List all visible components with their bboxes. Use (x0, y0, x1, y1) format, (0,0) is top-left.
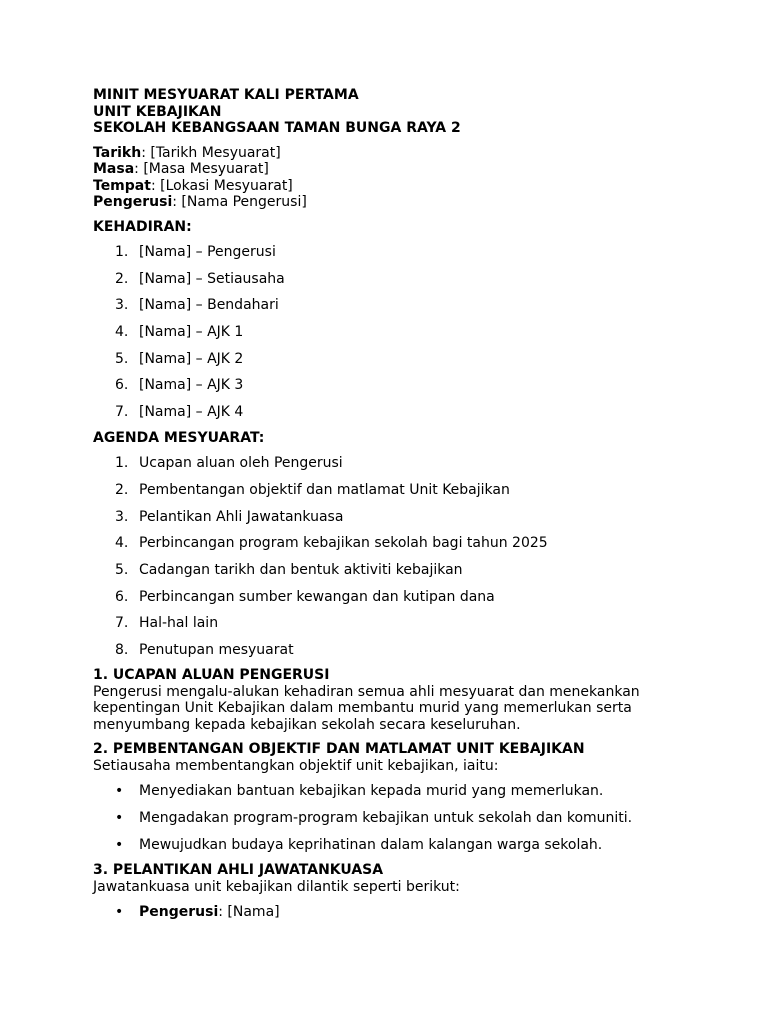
list-item (93, 535, 688, 552)
title-line-3: SEKOLAH KEBANGSAAN TAMAN BUNGA RAYA 2 (93, 120, 461, 136)
list-number: 2. (115, 481, 129, 498)
meta-tarikh (93, 145, 688, 162)
section-3 (93, 862, 688, 921)
section-1-heading: 1. UCAPAN ALUAN PENGERUSI (93, 667, 330, 684)
list-item-text: Mewujudkan budaya keprihatinan dalam kalangan warga sekolah. (139, 836, 603, 853)
attendance-section (93, 219, 688, 421)
meta-tarikh-label: Tarikh (93, 144, 142, 161)
section-3-bullet-list (93, 904, 688, 921)
list-item (93, 589, 688, 606)
section-2-bullet-list (93, 783, 688, 853)
bullet-marker: • (115, 783, 124, 800)
list-item-text: [Nama] – Setiausaha (139, 270, 285, 287)
meta-pengerusi (93, 194, 688, 211)
meeting-details (93, 145, 688, 211)
list-item (93, 297, 688, 314)
meta-masa-label: Masa (93, 161, 135, 177)
list-item-text: [Nama] – AJK 1 (139, 324, 244, 341)
list-number: 3. (115, 508, 129, 525)
list-item-text: [Nama] – Bendahari (139, 297, 279, 314)
list-item (93, 783, 688, 800)
list-item (93, 642, 688, 659)
list-item (93, 244, 688, 261)
section-1-line-2: kepentingan Unit Kebajikan dalam membantu murid yang memerlukan serta (93, 700, 632, 717)
title-line-2: UNIT KEBAJIKAN (93, 103, 222, 120)
list-item-text: [Nama] – AJK 3 (139, 377, 244, 394)
list-item-text: : [Nama] (218, 904, 280, 921)
section-2-intro: Setiausaha membentangkan objektif unit kebajikan, iaitu: (93, 757, 499, 774)
section-1-line-1: Pengerusi mengalu-alukan kehadiran semua ahli mesyuarat dan menekankan (93, 683, 640, 700)
list-item (93, 482, 688, 499)
list-item (93, 509, 688, 526)
list-item-text: Perbincangan program kebajikan sekolah bagi tahun 2025 (139, 535, 548, 552)
section-3-intro: Jawatankuasa unit kebajikan dilantik seperti berikut: (93, 878, 460, 895)
list-number: 8. (115, 641, 129, 658)
list-item-text: Ucapan aluan oleh Pengerusi (139, 455, 343, 472)
list-item-text: [Nama] – Pengerusi (139, 244, 276, 260)
bullet-marker: • (115, 836, 124, 853)
list-item-text: Menyediakan bantuan kebajikan kepada murid yang memerlukan. (139, 783, 604, 800)
bullet-marker: • (115, 810, 124, 827)
list-item-text: Penutupan mesyuarat (139, 641, 294, 658)
list-item-text: Pembentangan objektif dan matlamat Unit Kebajikan (139, 481, 510, 498)
agenda-list (93, 455, 688, 658)
section-2 (93, 741, 688, 853)
meta-tarikh-value: : [Tarikh Mesyuarat] (141, 144, 281, 161)
list-item-text: Pelantikan Ahli Jawatankuasa (139, 508, 344, 525)
list-number: 2. (115, 270, 129, 287)
list-item (93, 271, 688, 288)
list-number: 7. (115, 404, 129, 421)
list-item-text: [Nama] – AJK 4 (139, 404, 244, 421)
list-item-label: Pengerusi (139, 904, 219, 921)
list-item-text: Hal-hal lain (139, 615, 219, 632)
list-item (93, 324, 688, 341)
list-item (93, 837, 688, 854)
attendance-heading: KEHADIRAN: (93, 218, 192, 235)
meta-tempat (93, 178, 688, 195)
list-item (93, 810, 688, 827)
list-number: 1. (115, 455, 129, 472)
list-number: 6. (115, 588, 129, 605)
list-number: 7. (115, 615, 129, 632)
meta-tempat-label: Tempat (93, 177, 151, 194)
list-number: 5. (115, 561, 129, 578)
section-3-heading: 3. PELANTIKAN AHLI JAWATANKUASA (93, 862, 384, 879)
list-item (93, 615, 688, 632)
agenda-heading: AGENDA MESYUARAT: (93, 429, 265, 446)
list-item (93, 455, 688, 472)
section-1-line-3: menyumbang kepada kebajikan sekolah secara keseluruhan. (93, 716, 521, 733)
list-number: 3. (115, 297, 129, 314)
list-item-text: Cadangan tarikh dan bentuk aktiviti kebajikan (139, 561, 463, 578)
list-item-text: Perbincangan sumber kewangan dan kutipan dana (139, 588, 495, 605)
list-item (93, 904, 688, 921)
meta-masa (93, 161, 688, 178)
meta-pengerusi-label: Pengerusi (93, 194, 173, 210)
document-title (93, 87, 688, 137)
list-number: 4. (115, 535, 129, 552)
meta-tempat-value: : [Lokasi Mesyuarat] (150, 177, 293, 194)
meta-masa-value: : [Masa Mesyuarat] (134, 161, 269, 177)
list-item (93, 562, 688, 579)
title-line-1: MINIT MESYUARAT KALI PERTAMA (93, 87, 359, 103)
list-item-text: [Nama] – AJK 2 (139, 350, 244, 367)
section-1 (93, 667, 688, 733)
agenda-section (93, 430, 688, 659)
list-number: 6. (115, 377, 129, 394)
list-number: 1. (115, 244, 129, 260)
meta-pengerusi-value: : [Nama Pengerusi] (172, 194, 307, 210)
list-item (93, 404, 688, 421)
list-item-text: Mengadakan program-program kebajikan untuk sekolah dan komuniti. (139, 810, 633, 827)
list-number: 4. (115, 324, 129, 341)
list-item (93, 351, 688, 368)
bullet-marker: • (115, 904, 124, 921)
list-item (93, 377, 688, 394)
list-number: 5. (115, 350, 129, 367)
section-2-heading: 2. PEMBENTANGAN OBJEKTIF DAN MATLAMAT UNIT KEBAJIKAN (93, 741, 585, 758)
attendance-list (93, 244, 688, 421)
